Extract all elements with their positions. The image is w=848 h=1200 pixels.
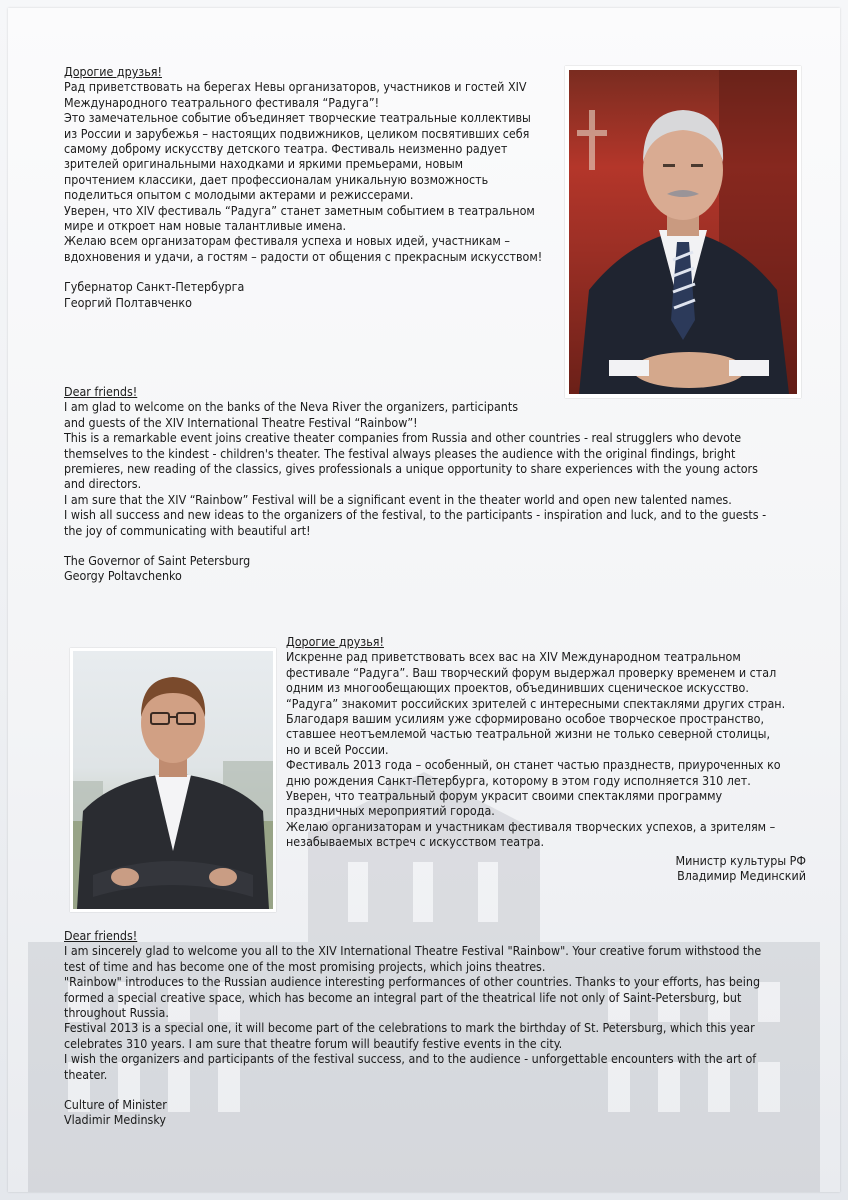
ru2-heading: Дорогие друзья! bbox=[286, 634, 384, 649]
en2-line: "Rainbow" introduces to the Russian audience interesting performances of other countries. Thanks to your efforts, has being bbox=[64, 974, 761, 990]
ru2-line: незабываемых встреч с искусством театра. bbox=[286, 834, 545, 850]
en2-signature-title: Culture of Minister bbox=[64, 1097, 167, 1113]
en1-signature-title: The Governor of Saint Petersburg bbox=[64, 553, 251, 569]
ru1-signature-title: Губернатор Санкт-Петербурга bbox=[64, 279, 245, 295]
page bbox=[8, 8, 840, 1192]
ru1-line: самому доброму искусству детского театра. Фестиваль неизменно радует bbox=[64, 141, 508, 157]
en1-line: This is a remarkable event joins creative theater companies from Russia and other countries - real strugglers who devote bbox=[64, 430, 742, 446]
en1-line: the joy of communicating with beautiful art! bbox=[64, 522, 311, 538]
ru2-line: Искренне рад приветствовать всех вас на XIV Международном театральном bbox=[286, 649, 741, 665]
ru2-line: Фестиваль 2013 года – особенный, он станет частью празднеств, приуроченных ко bbox=[286, 757, 781, 773]
ru1-line: зрителей оригинальными находками и яркими премьерами, новым bbox=[64, 156, 464, 172]
en2-line: Festival 2013 is a special one, it will become part of the celebrations to mark the birthday of St. Petersburg, which this year bbox=[64, 1020, 755, 1036]
ru2-line: Уверен, что театральный форум украсит своими спектаклями программу bbox=[286, 788, 723, 804]
en1-line: themselves to the kindest - children's theater. The festival always pleases the audience with the original findings, bright bbox=[64, 445, 736, 461]
ru2-line: “Радуга” знакомит российских зрителей с интересными спектаклями других стран. bbox=[286, 695, 786, 711]
en2-line: I wish the organizers and participants of the festival success, and to the audience - unforgettable encounters with the art of bbox=[64, 1051, 757, 1067]
ru1-line: мире и откроет нам новые талантливые имена. bbox=[64, 218, 347, 234]
en1-line: premieres, new reading of the classics, gives professionals a unique opportunity to share experiences with the young actors bbox=[64, 461, 758, 477]
en1-line: I am sure that the XIV “Rainbow” Festival will be a significant event in the theater world and open new talented names. bbox=[64, 491, 732, 507]
en2-line: I am sincerely glad to welcome you all to the XIV International Theatre Festival "Rainbow". Your creative forum withstood the bbox=[64, 943, 762, 959]
ru-greeting-governor bbox=[64, 64, 554, 310]
minister-portrait-illustration bbox=[73, 651, 273, 909]
ru-greeting-minister bbox=[286, 634, 806, 884]
en2-line: throughout Russia. bbox=[64, 1005, 169, 1021]
ru2-line: праздничных мероприятий города. bbox=[286, 803, 495, 819]
ru2-line: Благодаря вашим усилиям уже сформировано особое творческое пространство, bbox=[286, 711, 765, 727]
ru1-line: Международного театрального фестиваля “Радуга”! bbox=[64, 94, 380, 110]
en-greeting-minister bbox=[64, 928, 804, 1128]
ru1-line: вдохновения и удачи, а гостям – радости от общения с прекрасным искусством! bbox=[64, 248, 543, 264]
ru1-heading: Дорогие друзья! bbox=[64, 64, 162, 79]
en1-signature-name: Georgy Poltavchenko bbox=[64, 568, 182, 584]
en2-line: formed a special creative space, which has become an integral part of the theatrical life not only of Saint-Petersburg, but bbox=[64, 989, 742, 1005]
en1-heading: Dear friends! bbox=[64, 384, 138, 399]
ru2-line: дню рождения Санкт-Петербурга, которому в этом году исполняется 310 лет. bbox=[286, 772, 751, 788]
en1-line: I wish all success and new ideas to the organizers of the festival, to the participants - inspiration and luck, and to the guests - bbox=[64, 507, 767, 523]
en2-line: celebrates 310 years. I am sure that theatre forum will beautify festive events in the city. bbox=[64, 1035, 563, 1051]
minister-photo bbox=[70, 648, 276, 912]
ru1-line: из России и зарубежья – настоящих подвижников, целиком посвятивших себя bbox=[64, 125, 530, 141]
ru2-signature-name: Владимир Мединский bbox=[677, 868, 806, 884]
ru1-line: Рад приветствовать на берегах Невы организаторов, участников и гостей XIV bbox=[64, 79, 527, 95]
en1-line: and directors. bbox=[64, 476, 142, 492]
ru2-line: одним из многообещающих проектов, объединивших сценическое искусство. bbox=[286, 680, 749, 696]
ru1-line: Желаю всем организаторам фестиваля успеха и новых идей, участникам – bbox=[64, 233, 510, 249]
ru2-line: фестивале “Радуга”. Ваш творческий форум выдержал проверку временем и стал bbox=[286, 664, 777, 680]
ru2-line: но и всей России. bbox=[286, 741, 389, 757]
governor-photo bbox=[565, 66, 801, 398]
en1-line: and guests of the XIV International Theatre Festival “Rainbow”! bbox=[64, 414, 418, 430]
en2-line: test of time and has become one of the most promising projects, which joins theatres. bbox=[64, 958, 546, 974]
ru1-line: прочтением классики, дает профессионалам уникальную возможность bbox=[64, 171, 489, 187]
en2-line: theater. bbox=[64, 1066, 108, 1082]
ru1-signature-name: Георгий Полтавченко bbox=[64, 294, 192, 310]
en2-heading: Dear friends! bbox=[64, 928, 138, 943]
en1-line: I am glad to welcome on the banks of the Neva River the organizers, participants bbox=[64, 399, 519, 415]
ru2-signature-title: Министр культуры РФ bbox=[675, 852, 806, 868]
en2-signature-name: Vladimir Medinsky bbox=[64, 1112, 166, 1128]
ru1-line: Уверен, что XIV фестиваль “Радуга” станет заметным событием в театральном bbox=[64, 202, 535, 218]
ru1-line: Это замечательное событие объединяет творческие театральные коллективы bbox=[64, 110, 531, 126]
en-greeting-governor bbox=[64, 384, 804, 584]
ru2-line: Желаю организаторам и участникам фестиваля творческих успехов, а зрителям – bbox=[286, 818, 776, 834]
ru2-line: ставшее неотъемлемой частью театральной жизни не только северной столицы, bbox=[286, 726, 770, 742]
ru1-line: поделиться опытом с молодыми актерами и режиссерами. bbox=[64, 187, 414, 203]
governor-portrait-illustration bbox=[569, 70, 797, 394]
